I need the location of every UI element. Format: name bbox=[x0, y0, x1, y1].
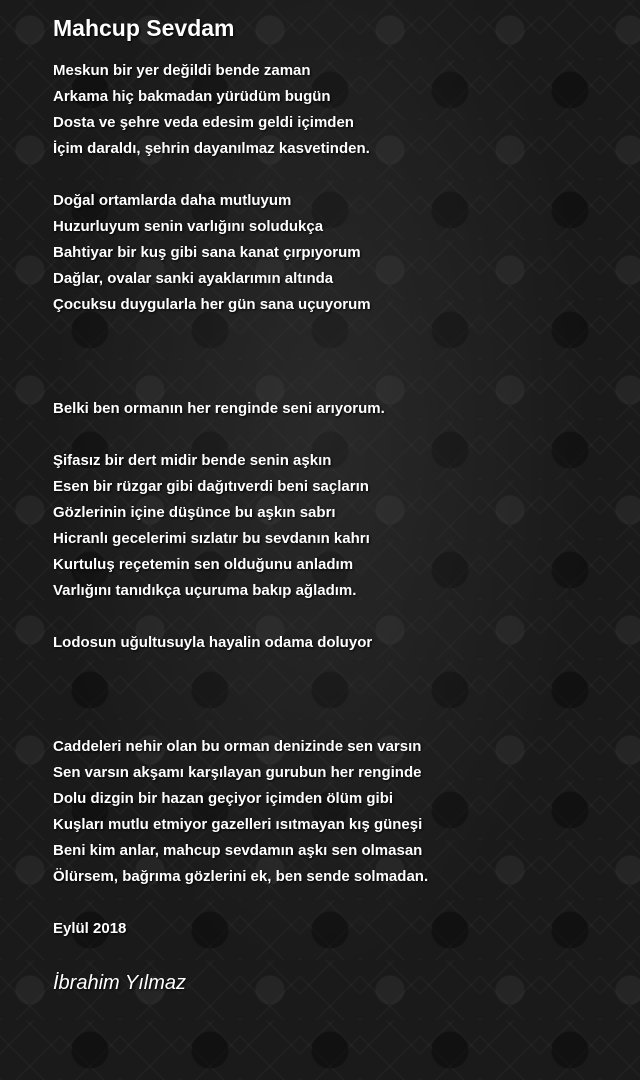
poem-title: Mahcup Sevdam bbox=[53, 15, 235, 41]
poem-line: Hicranlı gecelerimi sızlatır bu sevdanın kahrı bbox=[53, 530, 370, 547]
poem-line: Kurtuluş reçetemin sen olduğunu anladım bbox=[53, 556, 354, 573]
poem-line: Huzurluyum senin varlığını soludukça bbox=[53, 218, 324, 235]
stanza-gap bbox=[53, 604, 623, 630]
poem-line: Bahtiyar bir kuş gibi sana kanat çırpıyorum bbox=[53, 244, 361, 261]
poem-line: Dolu dizgin bir hazan geçiyor içimden ölüm gibi bbox=[53, 790, 394, 807]
poem-line: Esen bir rüzgar gibi dağıtıverdi beni saçların bbox=[53, 478, 369, 495]
poem-line: Doğal ortamlarda daha mutluyum bbox=[53, 192, 292, 209]
poem-line: Beni kim anlar, mahcup sevdamın aşkı sen olmasan bbox=[53, 842, 423, 859]
stanza-3 bbox=[53, 396, 623, 422]
poem-line: Ölürsem, bağrıma gözlerini ek, ben sende solmadan. bbox=[53, 868, 429, 885]
poem-line: Meskun bir yer değildi bende zaman bbox=[53, 62, 311, 79]
poem-container bbox=[53, 14, 623, 996]
poem-line: Dağlar, ovalar sanki ayaklarımın altında bbox=[53, 270, 334, 287]
stanza-gap bbox=[53, 890, 623, 916]
stanza-gap bbox=[53, 656, 623, 734]
stanza-gap bbox=[53, 318, 623, 396]
poem-line: Kuşları mutlu etmiyor gazelleri ısıtmayan kış güneşi bbox=[53, 816, 423, 833]
poem-line: Sen varsın akşamı karşılayan gurubun her renginde bbox=[53, 764, 422, 781]
poem-line: Gözlerinin içine düşünce bu aşkın sabrı bbox=[53, 504, 336, 521]
poem-line: Çocuksu duygularla her gün sana uçuyorum bbox=[53, 296, 371, 313]
poem-line: Lodosun uğultusuyla hayalin odama doluyor bbox=[53, 634, 373, 651]
poem-line: Arkama hiç bakmadan yürüdüm bugün bbox=[53, 88, 331, 105]
stanza-1 bbox=[53, 58, 623, 162]
poem-line: Dosta ve şehre veda edesim geldi içimden bbox=[53, 114, 354, 131]
stanza-5 bbox=[53, 630, 623, 656]
poem-line: Caddeleri nehir olan bu orman denizinde sen varsın bbox=[53, 738, 422, 755]
poem-date: Eylül 2018 bbox=[53, 920, 127, 937]
poem-line: Varlığını tanıdıkça uçuruma bakıp ağladım. bbox=[53, 582, 357, 599]
poem-line: Şifasız bir dert midir bende senin aşkın bbox=[53, 452, 332, 469]
stanza-2 bbox=[53, 188, 623, 318]
stanza-6 bbox=[53, 734, 623, 890]
poem-author: İbrahim Yılmaz bbox=[53, 972, 187, 994]
stanza-4 bbox=[53, 448, 623, 604]
stanza-gap bbox=[53, 422, 623, 448]
poem-line: Belki ben ormanın her renginde seni arıyorum. bbox=[53, 400, 385, 417]
poem-line: İçim daraldı, şehrin dayanılmaz kasvetinden. bbox=[53, 140, 370, 157]
stanza-gap bbox=[53, 162, 623, 188]
